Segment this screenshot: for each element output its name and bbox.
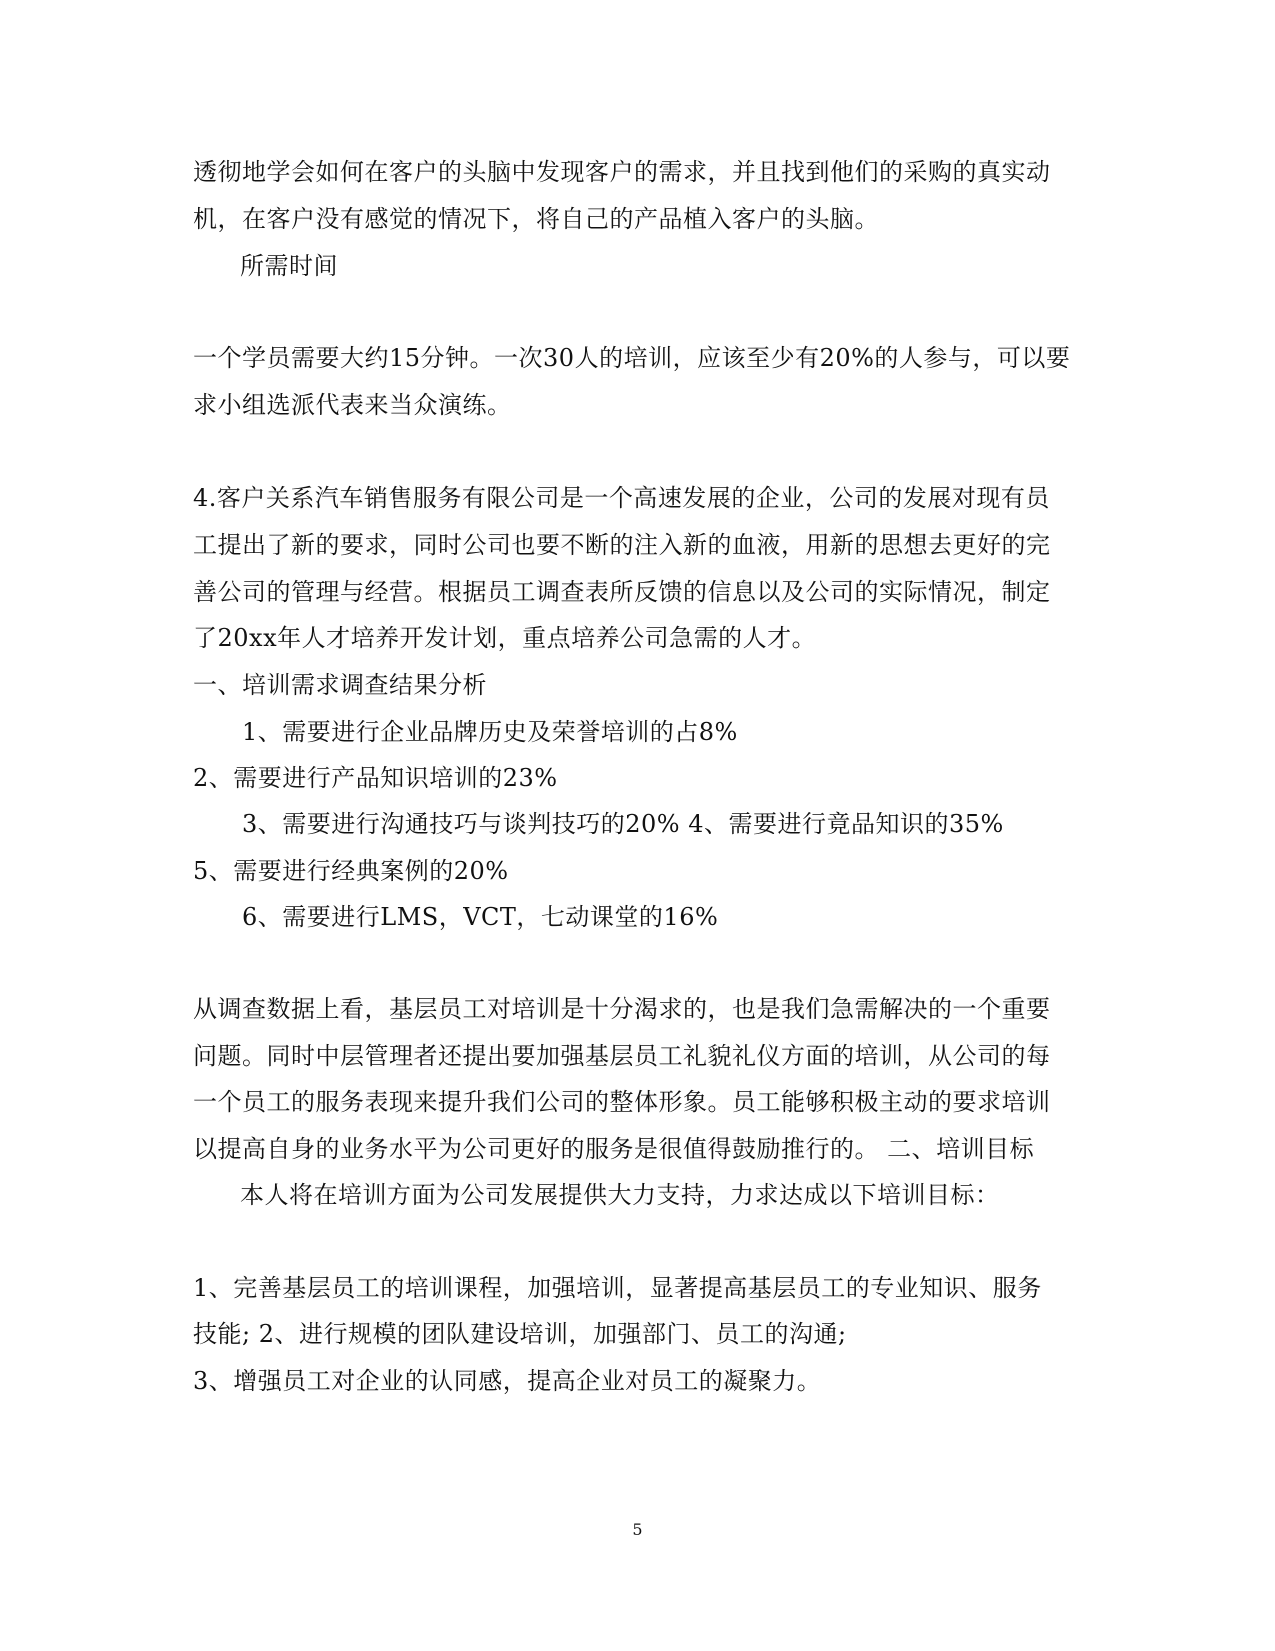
list-item: 6、需要进行LMS，VCT，七动课堂的16% [242,903,719,931]
paragraph-line: 以提高自身的业务水平为公司更好的服务是很值得鼓励推行的。 二、培训目标 [193,1135,1035,1163]
section-heading: 所需时间 [240,252,338,280]
list-item: 技能; 2、进行规模的团队建设培训，加强部门、员工的沟通; [193,1320,847,1348]
section-heading: 一、培训需求调查结果分析 [193,671,487,699]
list-item: 3、需要进行沟通技巧与谈判技巧的20% 4、需要进行竟品知识的35% [242,810,1004,838]
paragraph-line: 本人将在培训方面为公司发展提供大力支持，力求达成以下培训目标： [240,1181,1000,1209]
list-item: 3、增强员工对企业的认同感，提高企业对员工的凝聚力。 [193,1367,822,1395]
paragraph-line: 透彻地学会如何在客户的头脑中发现客户的需求，并且找到他们的采购的真实动 [193,158,1051,186]
paragraph-line: 从调查数据上看，基层员工对培训是十分渴求的，也是我们急需解决的一个重要 [193,995,1051,1023]
list-item: 1、完善基层员工的培训课程，加强培训，显著提高基层员工的专业知识、服务 [193,1274,1042,1302]
list-item: 2、需要进行产品知识培训的23% [193,764,558,792]
paragraph-line: 善公司的管理与经营。根据员工调查表所反馈的信息以及公司的实际情况，制定 [193,578,1051,606]
paragraph-line: 一个学员需要大约15分钟。一次30人的培训，应该至少有20%的人参与，可以要 [193,344,1071,372]
paragraph-line: 问题。同时中层管理者还提出要加强基层员工礼貌礼仪方面的培训，从公司的每 [193,1042,1051,1070]
paragraph-line: 工提出了新的要求，同时公司也要不断的注入新的血液，用新的思想去更好的完 [193,531,1051,559]
paragraph-line: 4.客户关系汽车销售服务有限公司是一个高速发展的企业，公司的发展对现有员 [193,484,1050,512]
page-number: 5 [632,1520,643,1539]
paragraph-line: 了20xx年人才培养开发计划，重点培养公司急需的人才。 [193,624,817,652]
paragraph-line: 求小组选派代表来当众演练。 [193,391,512,419]
list-item: 5、需要进行经典案例的20% [193,857,509,885]
paragraph-line: 一个员工的服务表现来提升我们公司的整体形象。员工能够积极主动的要求培训 [193,1088,1051,1116]
paragraph-line: 机，在客户没有感觉的情况下，将自己的产品植入客户的头脑。 [193,205,879,233]
list-item: 1、需要进行企业品牌历史及荣誉培训的占8% [242,718,738,746]
